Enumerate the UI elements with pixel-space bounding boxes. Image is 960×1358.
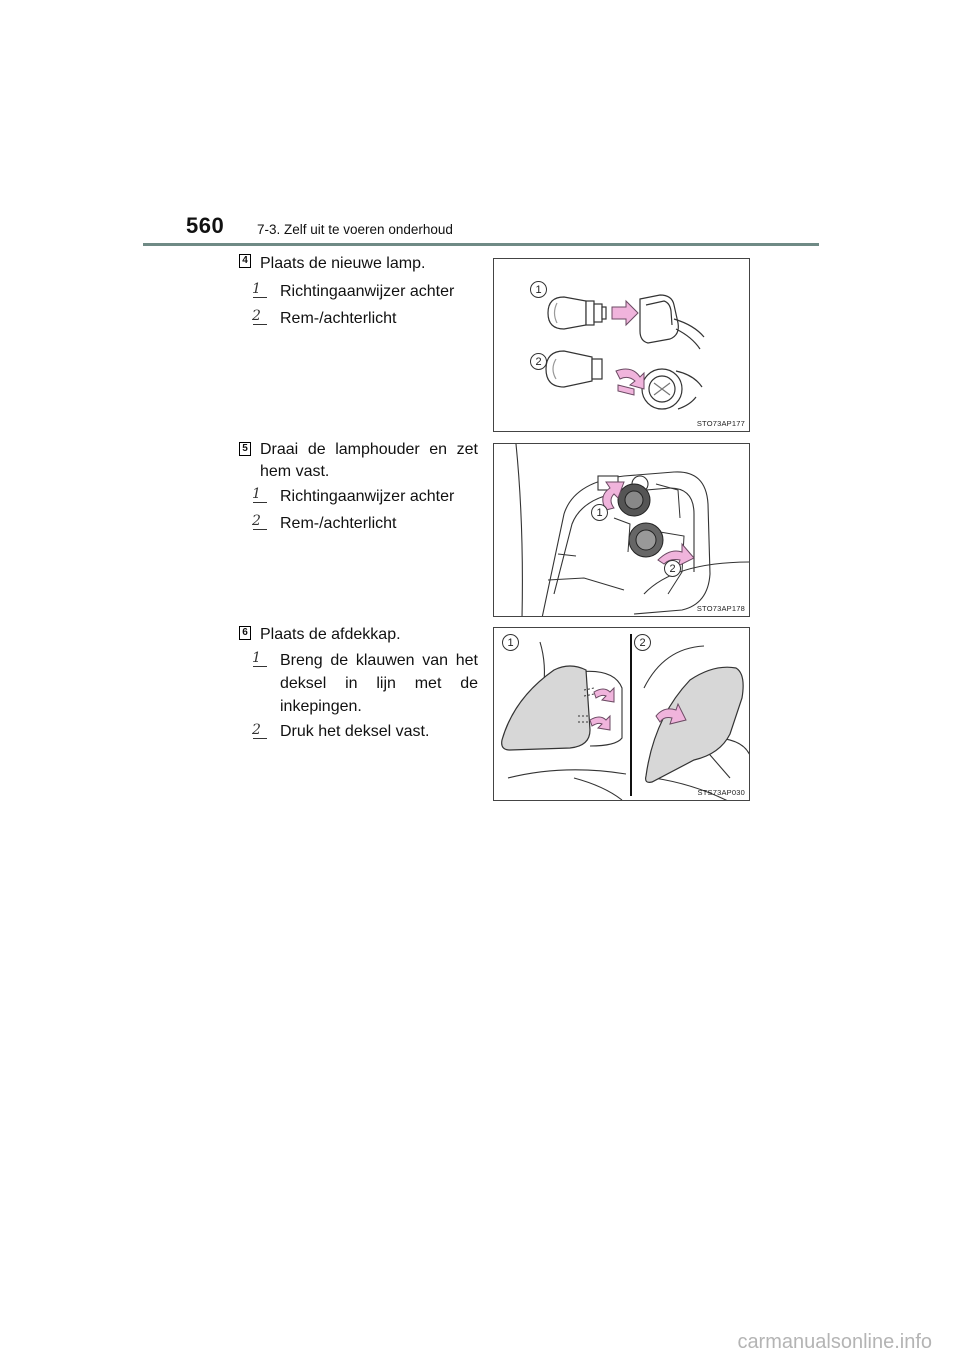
figure-1-callout-1: 1 [530,281,547,298]
cover-install-illustration [494,628,750,801]
step-5-text-line-1: Draai de lamphouder en zet [260,441,478,458]
lamp-holder-illustration [494,444,750,617]
page-number: 560 [186,213,225,238]
step-6-text: Plaats de afdekkap. [260,626,401,643]
figure-cover-install [493,627,750,801]
section-title: 7-3. Zelf uit te voeren onderhoud [257,222,453,237]
figure-2-callout-2: 2 [664,560,681,577]
step-6-item-2-text: Druk het deksel vast. [280,723,430,740]
step-5-text-line-2: hem vast. [260,463,330,480]
step-4-item-1-text: Richtingaanwijzer achter [280,283,455,300]
step-4-item-2-number: 2 [252,307,268,325]
step-6-item-1-line-3: inkepingen. [280,698,362,715]
figure-3-callout-2: 2 [634,634,651,651]
figure-bulb-insertion [493,258,750,432]
figure-2-code: STO73AP178 [696,604,745,613]
step-5-item-1-number: 1 [252,485,268,503]
figure-1-code: STO73AP177 [696,419,745,428]
step-4-text: Plaats de nieuwe lamp. [260,255,426,272]
figure-1-callout-2: 2 [530,353,547,370]
step-5-item-2-text: Rem-/achterlicht [280,515,397,532]
step-6-item-1-number: 1 [252,649,268,667]
step-4-item-2-text: Rem-/achterlicht [280,310,397,327]
figure-3-code: STS73AP030 [697,788,745,797]
step-5-item-2-number: 2 [252,512,268,530]
step-6-item-1-line-1: Breng de klauwen van het [280,652,478,669]
figure-lamp-holder [493,443,750,617]
step-badge-5: 5 [239,442,251,456]
footer-watermark[interactable]: carmanualsonline.info [737,1331,932,1353]
step-6-item-1-line-2: deksel in lijn met de [280,675,478,692]
step-badge-4: 4 [239,254,251,268]
header-rule [143,243,819,246]
step-5-item-1-text: Richtingaanwijzer achter [280,488,455,505]
step-4-item-1-number: 1 [252,280,268,298]
step-6-item-2-number: 2 [252,721,268,739]
step-badge-6: 6 [239,626,251,640]
figure-3-callout-1: 1 [502,634,519,651]
figure-2-callout-1: 1 [591,504,608,521]
